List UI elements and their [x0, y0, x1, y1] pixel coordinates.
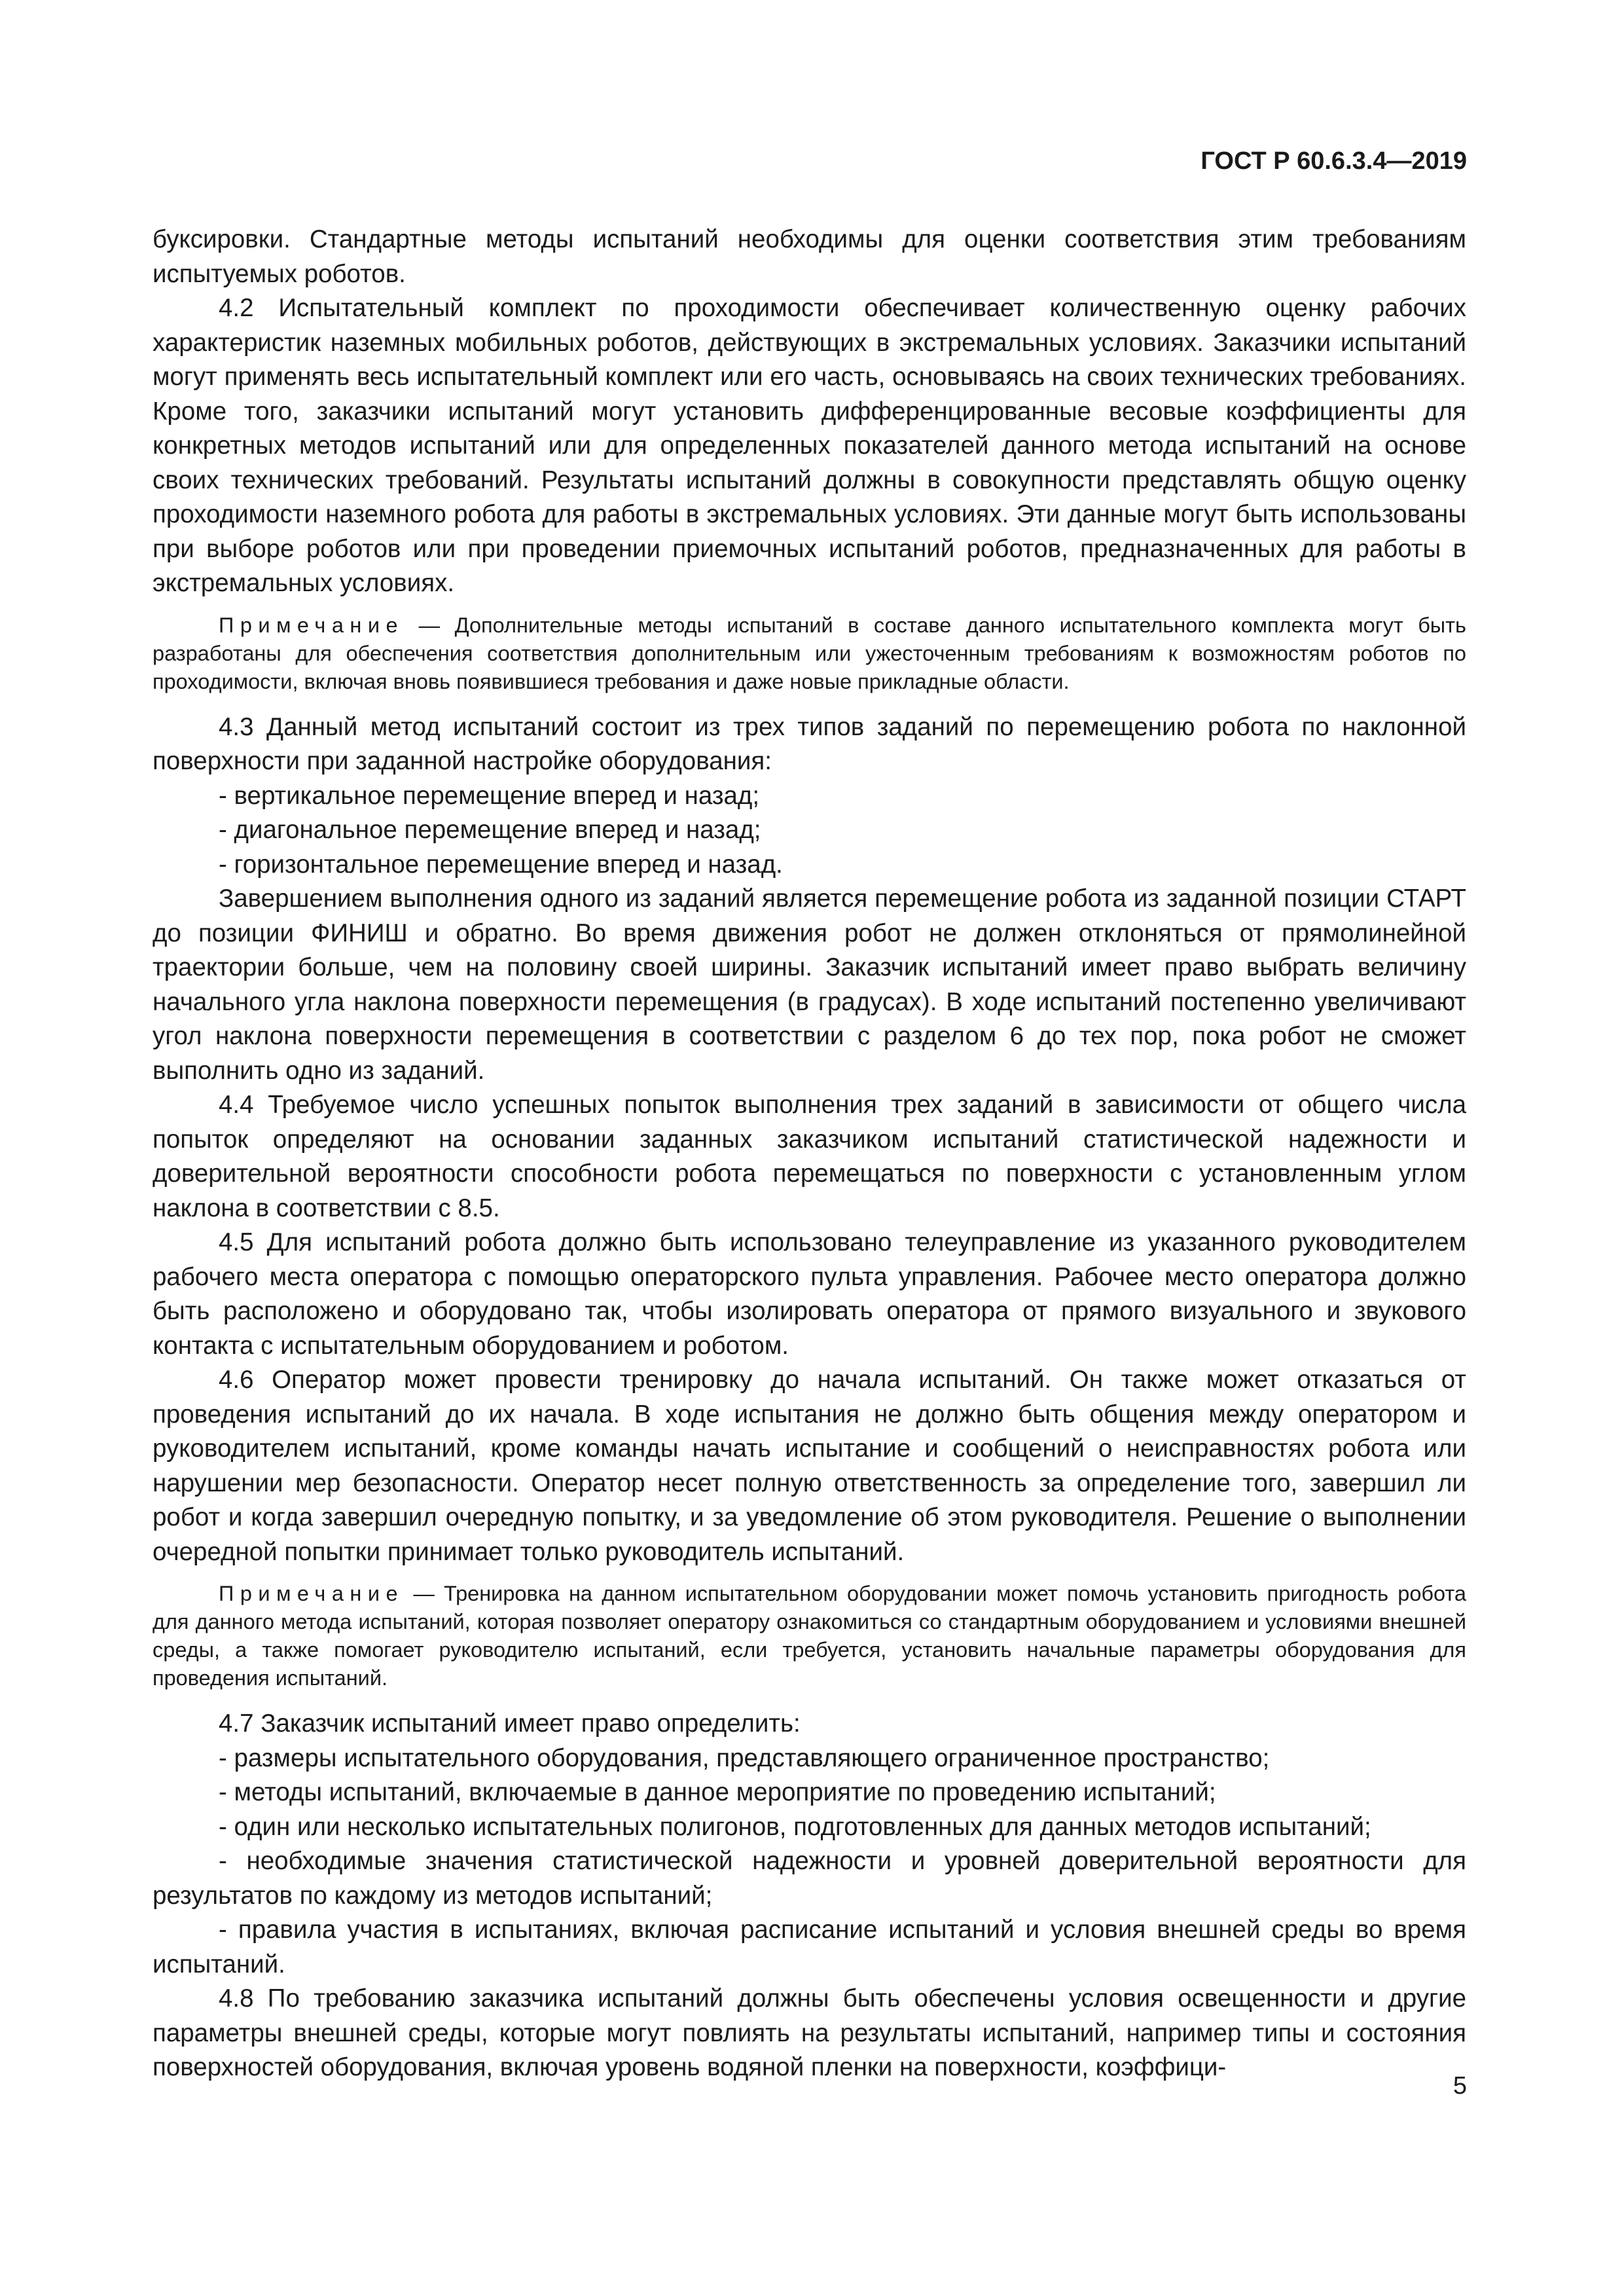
list-item: - методы испытаний, включаемые в данное мероприятие по проведению испытаний; — [219, 1778, 1216, 1806]
list-item: - горизонтальное перемещение вперед и назад. — [219, 850, 783, 879]
paragraph-4-6: 4.6 Оператор может провести тренировку до начала испытаний. Он также может отказаться от проведения испытаний до их начала. В ходе испытания не должно быть общения между оператором и руководителем испытаний, кроме команды начать испытание и сообщений о неисправностях робота или нарушении мер безопасности. Оператор несет полную ответственность за определение того, завершил ли робот и когда завершил очередную попытку, и за уведомление об этом руководителя. Решение о выполнении очередной попытки принимает только руководитель испытаний. — [153, 1366, 1466, 1566]
paragraph-continuation: буксировки. Стандартные методы испытаний необходимы для оценки соответствия этим требованиям испытуемых роботов. — [153, 225, 1466, 288]
list-item: - вертикальное перемещение вперед и назад; — [219, 781, 760, 810]
note-2 — [153, 1580, 1466, 1692]
list-item: - правила участия в испытаниях, включая расписание испытаний и условия внешней среды во время испытаний. — [153, 1916, 1466, 1978]
note-label: Примечание — [219, 1582, 405, 1605]
paragraph-4-3-continued: Завершением выполнения одного из заданий является перемещение робота из заданной позиции СТАРТ до позиции ФИНИШ и обратно. Во время движения робот не должен отклоняться от прямолинейной траектории больше, чем на половину своей ширины. Заказчик испытаний имеет право выбрать величину начального угла наклона поверхности перемещения (в градусах). В ходе испытаний постепенно увеличивают угол наклона поверхности перемещения в соответствии с разделом 6 до тех пор, пока робот не сможет выполнить одно из заданий. — [153, 884, 1466, 1085]
paragraph-4-8: 4.8 По требованию заказчика испытаний должны быть обеспечены условия освещенности и другие параметры внешней среды, которые могут повлиять на результаты испытаний, например типы и состояния поверхностей оборудования, включая уровень водяной пленки на поверхности, коэффици- — [153, 1984, 1466, 2081]
paragraph-4-2: 4.2 Испытательный комплект по проходимости обеспечивает количественную оценку рабочих характеристик наземных мобильных роботов, действующих в экстремальных условиях. Заказчики испытаний могут применять весь испытательный комплект или его часть, основываясь на своих технических требованиях. Кроме того, заказчики испытаний могут установить дифференцированные весовые коэффициенты для конкретных методов испытаний или для определенных показателей данного метода испытаний на основе своих технических требований. Результаты испытаний должны в совокупности представлять общую оценку проходимости наземного робота для работы в экстремальных условиях. Эти данные могут быть использованы при выборе роботов или при проведении приемочных испытаний роботов, предназначенных для работы в экстремальных условиях. — [153, 294, 1466, 597]
list-item: - необходимые значения статистической надежности и уровней доверительной вероятности для результатов по каждому из методов испытаний; — [153, 1847, 1466, 1910]
note-1 — [153, 611, 1466, 696]
list-item: - размеры испытательного оборудования, представляющего ограниченное пространство; — [219, 1743, 1270, 1772]
list-item: - диагональное перемещение вперед и назад; — [219, 816, 761, 844]
standard-designation: ГОСТ Р 60.6.3.4—2019 — [1200, 147, 1467, 175]
paragraph-4-3: 4.3 Данный метод испытаний состоит из трех типов заданий по перемещению робота по наклонной поверхности при заданной настройке оборудования: — [153, 712, 1466, 775]
note-label: Примечание — [219, 613, 405, 637]
paragraph-4-4: 4.4 Требуемое число успешных попыток выполнения трех заданий в зависимости от общего числа попыток определяют на основании заданных заказчиком испытаний статистической надежности и доверительной вероятности способности робота перемещаться по поверхности с установленным углом наклона в соответствии с 8.5. — [153, 1091, 1466, 1222]
list-item: - один или несколько испытательных полигонов, подготовленных для данных методов испытаний; — [219, 1812, 1371, 1841]
page-number: 5 — [1453, 2072, 1467, 2100]
paragraph-4-5: 4.5 Для испытаний робота должно быть использовано телеуправление из указанного руководителем рабочего места оператора с помощью операторского пульта управления. Рабочее место оператора должно быть расположено и оборудовано так, чтобы изолировать оператора от прямого визуального и звукового контакта с испытательным оборудованием и роботом. — [153, 1228, 1466, 1360]
document-body — [153, 223, 1466, 2085]
paragraph-4-7: 4.7 Заказчик испытаний имеет право определить: — [219, 1709, 801, 1738]
note-text: — Дополнительные методы испытаний в составе данного испытательного комплекта могут быть разработаны для обеспечения соответствия дополнительным или ужесточенным требованиям к возможностям роботов по проходимости, включая вновь появившиеся требования и даже новые прикладные области. — [153, 613, 1466, 693]
note-text: — Тренировка на данном испытательном оборудовании может помочь установить пригодность робота для данного метода испытаний, которая позволяет оператору ознакомиться со стандартным оборудованием и условиями внешней среды, а также помогает руководителю испытаний, если требуется, установить начальные параметры оборудования для проведения испытаний. — [153, 1582, 1466, 1690]
